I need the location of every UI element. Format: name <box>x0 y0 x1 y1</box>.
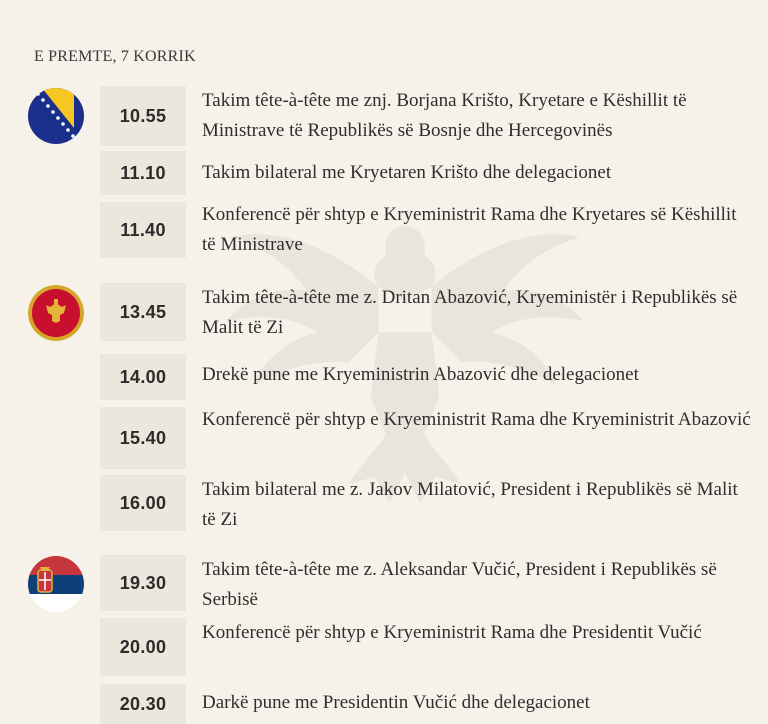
event-description: Drekë pune me Kryeministrin Abazović dhe delegacionet <box>202 364 639 385</box>
event-description: Takim bilateral me z. Jakov Milatović, President i Republikës së Malit të Zi <box>202 479 738 530</box>
event-time: 11.40 <box>100 202 186 258</box>
event-description: Takim tête-à-tête me znj. Borjana Krišto, Kryetare e Këshillit të Ministrave të Republikës së Bosnje dhe Hercegovinës <box>202 90 687 141</box>
event-time: 19.30 <box>100 555 186 611</box>
event-time: 11.10 <box>100 151 186 195</box>
event-time: 20.00 <box>100 618 186 676</box>
montenegro-flag-icon <box>28 285 84 341</box>
event-description: Konferencë për shtyp e Kryeministrit Rama dhe Presidentit Vučić <box>202 622 702 643</box>
event-description: Konferencë për shtyp e Kryeministrit Rama dhe Kryeministrit Abazović <box>202 409 751 430</box>
bosnia-herzegovina-flag-icon <box>28 88 84 144</box>
event-time: 10.55 <box>100 86 186 146</box>
event-description: Konferencë për shtyp e Kryeministrit Rama dhe Kryetares së Këshillit të Ministrave <box>202 204 737 255</box>
date-header: E PREMTE, 7 KORRIK <box>34 48 196 65</box>
event-time: 16.00 <box>100 475 186 531</box>
serbia-flag-icon <box>28 556 84 612</box>
event-description: Takim tête-à-tête me z. Dritan Abazović, Kryeministër i Republikës së Malit të Zi <box>202 287 738 338</box>
event-time: 13.45 <box>100 283 186 341</box>
event-description: Takim bilateral me Kryetaren Krišto dhe delegacionet <box>202 162 612 183</box>
event-description: Darkë pune me Presidentin Vučić dhe delegacionet <box>202 692 590 713</box>
event-time: 20.30 <box>100 684 186 724</box>
event-description: Takim tête-à-tête me z. Aleksandar Vučić, President i Republikës së Serbisë <box>202 559 717 610</box>
event-time: 14.00 <box>100 354 186 400</box>
event-time: 15.40 <box>100 407 186 469</box>
